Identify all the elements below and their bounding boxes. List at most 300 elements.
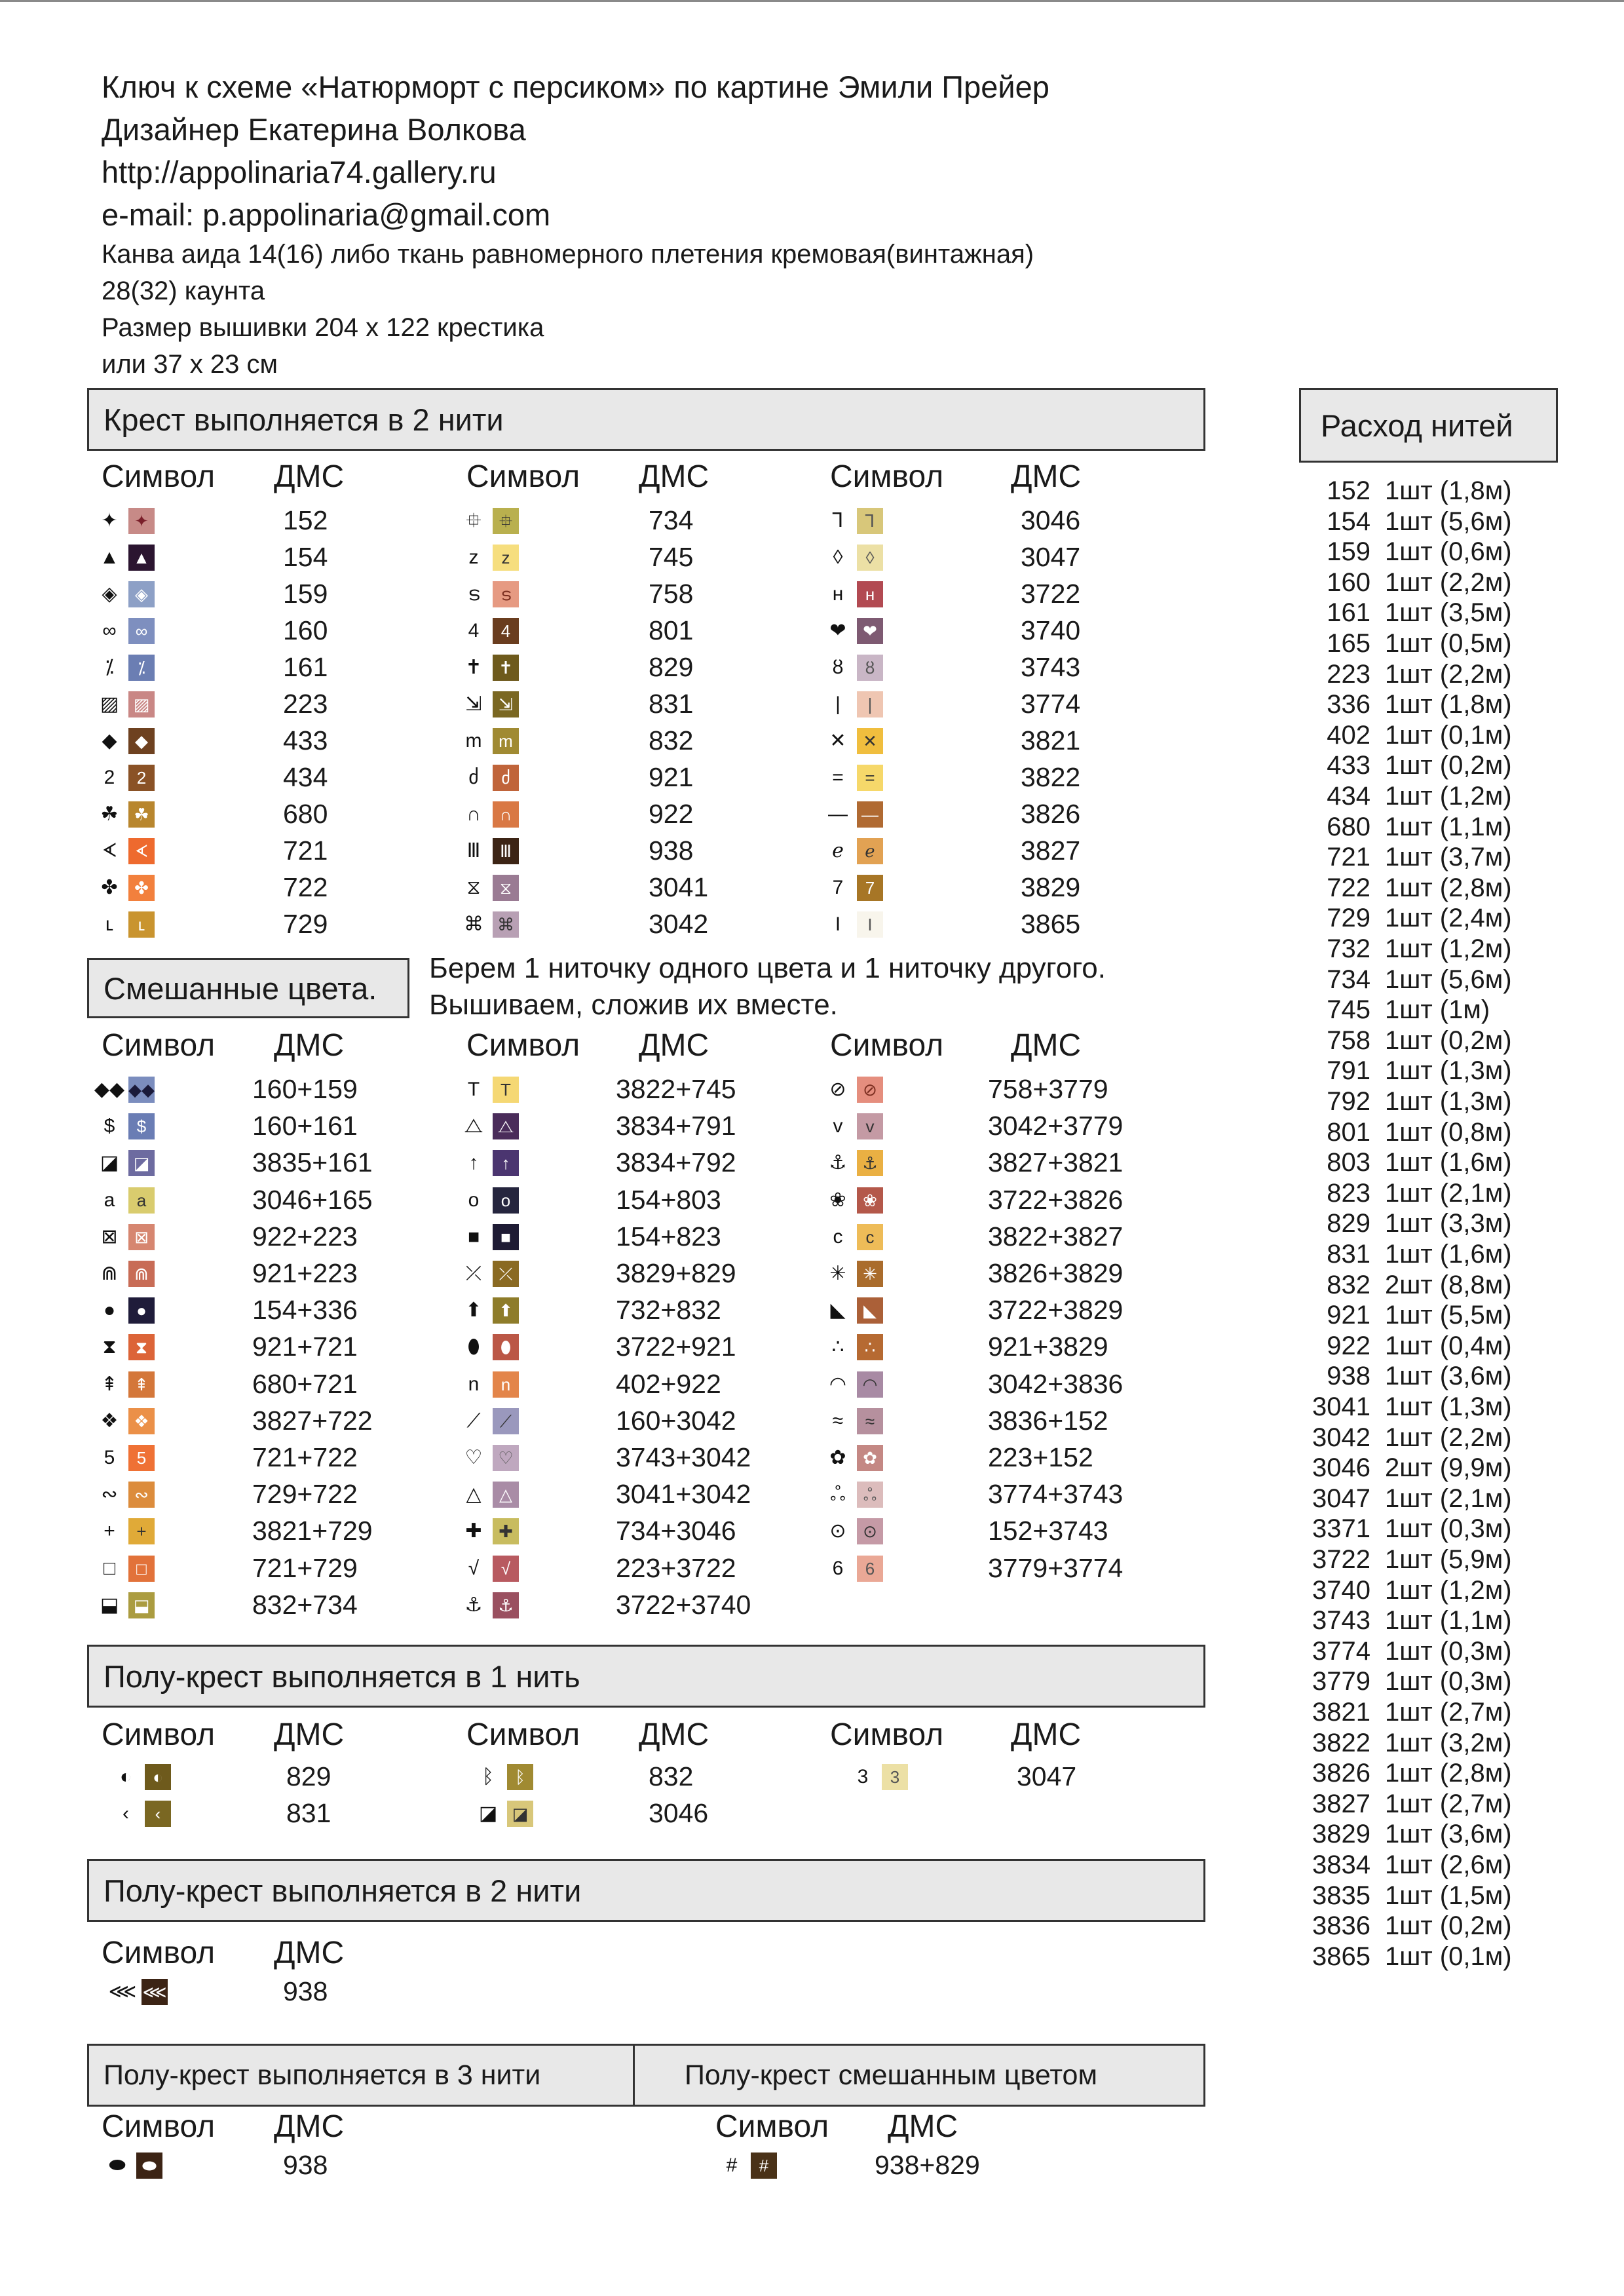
cross2-row bbox=[463, 906, 519, 943]
usage-quantity: 1шт (0,2м) bbox=[1385, 1911, 1512, 1941]
cross2-row bbox=[463, 539, 519, 576]
dmc-code: 832+734 bbox=[252, 1589, 358, 1620]
usage-quantity: 1шт (0,5м) bbox=[1385, 629, 1512, 658]
color-swatch-icon: ◊ bbox=[857, 545, 883, 571]
half-mixed-row bbox=[721, 2147, 777, 2184]
stitch-symbol-icon: н bbox=[832, 583, 844, 605]
stitch-symbol-icon: ● bbox=[103, 1299, 116, 1322]
usage-dmc-code: 801 bbox=[1327, 1117, 1370, 1147]
cross2-row bbox=[98, 906, 155, 943]
dmc-code: 734+3046 bbox=[616, 1516, 736, 1546]
usage-row bbox=[1302, 904, 1512, 933]
usage-row bbox=[1302, 873, 1512, 903]
color-swatch-icon: ⬬ bbox=[136, 2152, 162, 2179]
color-swatch-icon: ძ bbox=[493, 765, 519, 791]
stitch-symbol-icon: ⇲ bbox=[465, 693, 482, 715]
usage-row bbox=[1302, 1362, 1512, 1391]
section-half-cross-2-threads: Полу-крест выполняется в 2 нити bbox=[87, 1859, 1205, 1922]
dmc-code: 3046+165 bbox=[252, 1184, 373, 1215]
color-swatch-icon: ◣ bbox=[857, 1297, 883, 1324]
stitch-symbol-icon: ⌘ bbox=[464, 913, 483, 935]
color-swatch-icon: ⇲ bbox=[493, 691, 519, 718]
dmc-code: 3826 bbox=[1021, 799, 1081, 829]
usage-row bbox=[1302, 1179, 1512, 1208]
stitch-symbol-icon: a bbox=[104, 1189, 115, 1211]
stitch-symbol-icon: n bbox=[468, 1373, 480, 1395]
stitch-symbol-icon: ✕ bbox=[829, 730, 846, 752]
usage-dmc-code: 3834 bbox=[1312, 1850, 1370, 1879]
usage-quantity: 1шт (1,8м) bbox=[1385, 476, 1512, 505]
usage-row bbox=[1302, 1698, 1512, 1727]
mixed-row bbox=[98, 1476, 155, 1513]
color-swatch-icon: ʟ bbox=[128, 911, 155, 938]
dmc-code: 3042+3836 bbox=[988, 1368, 1124, 1399]
section-thread-usage: Расход нитей bbox=[1299, 388, 1558, 463]
dmc-code: 3774 bbox=[1021, 689, 1081, 719]
mixed-symbol-header-3: Символ bbox=[830, 1028, 944, 1063]
usage-quantity: 1шт (2,8м) bbox=[1385, 873, 1512, 902]
stitch-symbol-icon: ℯ bbox=[832, 840, 844, 862]
section-half-cross-mixed: Полу-крест смешанным цветом bbox=[633, 2044, 1205, 2107]
usage-dmc-code: 3046 bbox=[1312, 1453, 1370, 1483]
stitch-symbol-icon: ⟋ bbox=[466, 1409, 481, 1432]
mixed-dmc-header-2: ДМС bbox=[639, 1028, 709, 1063]
top-border bbox=[0, 0, 1624, 2]
cross2-row bbox=[463, 686, 519, 723]
dmc-code: 160+159 bbox=[252, 1074, 358, 1104]
half1-row bbox=[115, 1759, 171, 1795]
color-swatch-icon: ȣ bbox=[857, 655, 883, 681]
stitch-symbol-icon: ◠ bbox=[829, 1373, 847, 1395]
color-swatch-icon: m bbox=[493, 728, 519, 754]
stitch-symbol-icon: ⚓ bbox=[829, 1152, 847, 1174]
dmc-code: 3047 bbox=[1017, 1761, 1077, 1791]
dmc-code: 922+223 bbox=[252, 1221, 358, 1252]
mixed-note bbox=[429, 950, 1106, 1024]
stitch-symbol-icon: ᛒ bbox=[482, 1766, 494, 1788]
usage-quantity: 1шт (0,3м) bbox=[1385, 1514, 1512, 1544]
stitch-symbol-icon: ❤ bbox=[829, 620, 846, 641]
mixed-row bbox=[463, 1255, 519, 1292]
dmc-code: 3835+161 bbox=[252, 1147, 373, 1178]
cross2-row bbox=[827, 759, 883, 796]
dmc-code: 938+829 bbox=[875, 2150, 980, 2180]
half1-dmc-header-1: ДМС bbox=[274, 1717, 345, 1752]
dmc-code: 161 bbox=[283, 652, 328, 682]
stitch-symbol-icon: ძ bbox=[468, 767, 479, 788]
usage-row bbox=[1302, 1911, 1512, 1941]
usage-dmc-code: 3774 bbox=[1312, 1636, 1370, 1666]
usage-quantity: 1шт (1,6м) bbox=[1385, 1240, 1512, 1269]
dmc-code: 3774+3743 bbox=[988, 1479, 1124, 1510]
dmc-code: 921+721 bbox=[252, 1331, 358, 1362]
usage-dmc-code: 745 bbox=[1327, 995, 1370, 1025]
cross2-row bbox=[827, 503, 883, 539]
cross2-row bbox=[827, 723, 883, 759]
usage-row bbox=[1302, 507, 1512, 537]
dmc-code: 3740 bbox=[1021, 615, 1081, 645]
stitch-symbol-icon: ▨ bbox=[100, 693, 119, 715]
mixed-row bbox=[98, 1219, 155, 1255]
stitch-symbol-icon: 3 bbox=[857, 1766, 869, 1788]
half3-dmc-header-2: ДМС bbox=[888, 2109, 958, 2144]
color-swatch-icon: ⧖ bbox=[493, 875, 519, 901]
dmc-code: 3042 bbox=[649, 909, 709, 939]
stitch-symbol-icon: ⊘ bbox=[829, 1079, 846, 1100]
usage-dmc-code: 3822 bbox=[1312, 1728, 1370, 1757]
stitch-symbol-icon: ⧖ bbox=[466, 877, 481, 898]
dmc-code: 402+922 bbox=[616, 1368, 721, 1399]
usage-dmc-code: 832 bbox=[1327, 1270, 1370, 1299]
dmc-code: 152 bbox=[283, 505, 328, 535]
mixed-row bbox=[463, 1182, 519, 1219]
color-swatch-icon: ≈ bbox=[857, 1408, 883, 1434]
dmc-code: 3041 bbox=[649, 872, 709, 902]
cross2-row bbox=[98, 686, 155, 723]
usage-quantity: 1шт (0,2м) bbox=[1385, 751, 1512, 780]
usage-row bbox=[1302, 1637, 1512, 1666]
color-swatch-icon: ∞ bbox=[128, 618, 155, 644]
mixed-row bbox=[98, 1587, 155, 1624]
stitch-symbol-icon: ⧍ bbox=[464, 1115, 483, 1138]
color-swatch-icon: ▨ bbox=[128, 691, 155, 718]
stitch-symbol-icon: | bbox=[835, 693, 840, 715]
usage-dmc-code: 161 bbox=[1327, 598, 1370, 628]
usage-quantity: 1шт (0,8м) bbox=[1385, 1117, 1512, 1147]
email-link[interactable]: e-mail: p.appolinaria@gmail.com bbox=[102, 197, 551, 232]
dmc-code: 3821 bbox=[1021, 725, 1081, 756]
stitch-symbol-icon: ∴ bbox=[831, 1336, 844, 1358]
color-swatch-icon: ◪ bbox=[128, 1150, 155, 1176]
usage-row bbox=[1302, 934, 1512, 964]
stitch-symbol-icon: ♡ bbox=[464, 1447, 483, 1468]
usage-row bbox=[1302, 1820, 1512, 1849]
cross2-row bbox=[827, 686, 883, 723]
count-info: 28(32) каунта bbox=[102, 277, 265, 305]
cross2-row bbox=[827, 870, 883, 906]
dmc-code: 3046 bbox=[1021, 505, 1081, 535]
stitch-symbol-icon: ȣ bbox=[832, 657, 844, 678]
usage-dmc-code: 803 bbox=[1327, 1148, 1370, 1177]
color-swatch-icon: ❖ bbox=[128, 1408, 155, 1434]
usage-dmc-code: 3835 bbox=[1312, 1881, 1370, 1910]
usage-row bbox=[1302, 1514, 1512, 1544]
cross2-row bbox=[463, 613, 519, 649]
dmc-code: 3722+921 bbox=[616, 1331, 736, 1362]
stitch-symbol-icon: ◊ bbox=[833, 546, 843, 568]
color-swatch-icon: I bbox=[857, 911, 883, 938]
half1-symbol-header-1: Символ bbox=[102, 1717, 216, 1752]
cross2-row bbox=[98, 833, 155, 870]
dmc-code: 3722 bbox=[1021, 579, 1081, 609]
dmc-code: 154+823 bbox=[616, 1221, 721, 1252]
usage-dmc-code: 3821 bbox=[1312, 1698, 1370, 1727]
color-swatch-icon: △ bbox=[493, 1482, 519, 1508]
dmc-code: 3827 bbox=[1021, 835, 1081, 866]
color-swatch-icon: ⤫ bbox=[493, 1261, 519, 1287]
mixed-row bbox=[98, 1145, 155, 1181]
color-swatch-icon: ∾ bbox=[128, 1482, 155, 1508]
size-cm-info: или 37 х 23 см bbox=[102, 350, 278, 379]
stitch-symbol-icon: ∩ bbox=[466, 803, 481, 825]
dmc-code: 3041+3042 bbox=[616, 1479, 751, 1510]
usage-row bbox=[1302, 1209, 1512, 1238]
stitch-symbol-icon: + bbox=[104, 1520, 115, 1542]
dmc-code: 938 bbox=[283, 2150, 328, 2180]
stitch-symbol-icon: ஃ bbox=[830, 1483, 846, 1506]
mixed-row bbox=[827, 1513, 883, 1550]
mixed-row bbox=[827, 1292, 883, 1329]
half1-row bbox=[477, 1795, 533, 1832]
color-swatch-icon: ♡ bbox=[493, 1445, 519, 1471]
usage-quantity: 1шт (0,3м) bbox=[1385, 1667, 1512, 1696]
section-half-cross-3-threads: Полу-крест выполняется в 3 нити bbox=[87, 2044, 635, 2107]
cross2-row bbox=[98, 723, 155, 759]
color-swatch-icon: ⧗ bbox=[128, 1334, 155, 1360]
usage-dmc-code: 159 bbox=[1327, 537, 1370, 567]
color-swatch-icon: o bbox=[493, 1187, 519, 1214]
usage-quantity: 1шт (1,2м) bbox=[1385, 934, 1512, 963]
half1-symbol-header-3: Символ bbox=[830, 1717, 944, 1752]
stitch-symbol-icon: Ⅲ bbox=[466, 840, 481, 862]
half2-symbol-header-1: Символ bbox=[102, 1936, 216, 1970]
stitch-symbol-icon: 6 bbox=[832, 1557, 844, 1579]
dmc-code: 745 bbox=[649, 542, 694, 572]
mixed-row bbox=[827, 1440, 883, 1476]
color-swatch-icon: ✳ bbox=[857, 1261, 883, 1287]
usage-quantity: 1шт (5,6м) bbox=[1385, 965, 1512, 994]
stitch-symbol-icon: ✤ bbox=[101, 877, 118, 898]
usage-row bbox=[1302, 1026, 1512, 1056]
usage-row bbox=[1302, 1729, 1512, 1758]
usage-quantity: 2шт (8,8м) bbox=[1385, 1270, 1512, 1299]
usage-dmc-code: 732 bbox=[1327, 934, 1370, 963]
stitch-symbol-icon: ◆ bbox=[102, 730, 117, 752]
usage-quantity: 1шт (2,7м) bbox=[1385, 1698, 1512, 1727]
stitch-symbol-icon: ∞ bbox=[102, 620, 117, 641]
mixed-dmc-header-1: ДМС bbox=[274, 1028, 345, 1063]
dmc-code: 3827+3821 bbox=[988, 1147, 1124, 1178]
color-swatch-icon: | bbox=[857, 691, 883, 718]
usage-quantity: 1шт (1,6м) bbox=[1385, 1148, 1512, 1177]
cross2-row bbox=[827, 906, 883, 943]
mixed-row bbox=[98, 1550, 155, 1587]
usage-dmc-code: 921 bbox=[1327, 1301, 1370, 1330]
usage-quantity: 1шт (5,5м) bbox=[1385, 1301, 1512, 1330]
usage-dmc-code: 831 bbox=[1327, 1240, 1370, 1269]
usage-dmc-code: 922 bbox=[1327, 1331, 1370, 1360]
color-swatch-icon: ⋘ bbox=[142, 1979, 168, 2005]
stitch-symbol-icon: ⊙ bbox=[829, 1520, 846, 1542]
color-swatch-icon: Ⅲ bbox=[493, 838, 519, 864]
usage-quantity: 1шт (3,2м) bbox=[1385, 1728, 1512, 1757]
mixed-row bbox=[827, 1403, 883, 1440]
color-swatch-icon: 4 bbox=[493, 618, 519, 644]
stitch-symbol-icon: ⚓ bbox=[464, 1594, 483, 1616]
color-swatch-icon: ❀ bbox=[857, 1187, 883, 1214]
usage-row bbox=[1302, 965, 1512, 995]
color-swatch-icon: н bbox=[857, 581, 883, 607]
usage-dmc-code: 3041 bbox=[1312, 1392, 1370, 1421]
usage-row bbox=[1302, 598, 1512, 628]
usage-dmc-code: 3779 bbox=[1312, 1667, 1370, 1696]
half2-row bbox=[108, 1974, 168, 2010]
dmc-code: 921+3829 bbox=[988, 1331, 1108, 1362]
mixed-row bbox=[98, 1329, 155, 1366]
usage-quantity: 1шт (2,2м) bbox=[1385, 659, 1512, 689]
cross2-row bbox=[463, 649, 519, 686]
mixed-row bbox=[98, 1292, 155, 1329]
usage-quantity: 1шт (0,3м) bbox=[1385, 1636, 1512, 1666]
usage-dmc-code: 3865 bbox=[1312, 1942, 1370, 1971]
color-swatch-icon: ✤ bbox=[128, 875, 155, 901]
usage-quantity: 1шт (1,5м) bbox=[1385, 1881, 1512, 1910]
mixed-row bbox=[98, 1440, 155, 1476]
usage-row bbox=[1302, 568, 1512, 598]
stitch-symbol-icon: Ꞁ bbox=[832, 510, 844, 531]
color-swatch-icon: ⯐ bbox=[493, 508, 519, 534]
dmc-code: 921+223 bbox=[252, 1258, 358, 1288]
color-swatch-icon: n bbox=[493, 1371, 519, 1398]
stitch-symbol-icon: ⬬ bbox=[109, 2154, 126, 2176]
stitch-symbol-icon: = bbox=[832, 767, 844, 788]
dmc-code: 3826+3829 bbox=[988, 1258, 1124, 1288]
cross2-symbol-header-1: Символ bbox=[102, 459, 216, 494]
mixed-row bbox=[98, 1366, 155, 1403]
stitch-symbol-icon: ✿ bbox=[829, 1447, 846, 1468]
stitch-symbol-icon: z bbox=[468, 546, 479, 568]
usage-row bbox=[1302, 813, 1512, 842]
dmc-code: 3834+792 bbox=[616, 1147, 736, 1178]
usage-row bbox=[1302, 1148, 1512, 1177]
color-swatch-icon: = bbox=[857, 765, 883, 791]
usage-dmc-code: 758 bbox=[1327, 1025, 1370, 1055]
stitch-symbol-icon: ◣ bbox=[830, 1299, 846, 1322]
color-swatch-icon: ∴ bbox=[857, 1334, 883, 1360]
mixed-row bbox=[827, 1329, 883, 1366]
usage-row bbox=[1302, 782, 1512, 811]
usage-quantity: 1шт (3,5м) bbox=[1385, 598, 1512, 628]
stitch-symbol-icon: o bbox=[468, 1189, 480, 1211]
usage-quantity: 1шт (2,8м) bbox=[1385, 1759, 1512, 1788]
dmc-code: 938 bbox=[283, 1976, 328, 2006]
dmc-code: 160+3042 bbox=[616, 1405, 736, 1436]
usage-row bbox=[1302, 1240, 1512, 1269]
dmc-code: 3822+745 bbox=[616, 1074, 736, 1104]
stitch-symbol-icon: ≈ bbox=[832, 1409, 844, 1432]
mixed-row bbox=[827, 1145, 883, 1181]
color-swatch-icon: ☘ bbox=[128, 801, 155, 828]
half1-symbol-header-2: Символ bbox=[466, 1717, 580, 1752]
dmc-code: 3829+829 bbox=[616, 1258, 736, 1288]
stitch-symbol-icon: ◆◆ bbox=[94, 1079, 125, 1100]
mixed-row bbox=[463, 1587, 519, 1624]
dmc-code: 152+3743 bbox=[988, 1516, 1108, 1546]
cross2-row bbox=[463, 833, 519, 870]
usage-dmc-code: 3826 bbox=[1312, 1759, 1370, 1788]
color-swatch-icon: ⚓ bbox=[493, 1592, 519, 1618]
mixed-symbol-header-1: Символ bbox=[102, 1028, 216, 1063]
cross2-row bbox=[463, 796, 519, 833]
usage-quantity: 1шт (2,2м) bbox=[1385, 1423, 1512, 1452]
usage-quantity: 1шт (1,3м) bbox=[1385, 1087, 1512, 1116]
usage-row bbox=[1302, 1301, 1512, 1330]
stitch-symbol-icon: — bbox=[828, 803, 848, 825]
dmc-code: 729 bbox=[283, 909, 328, 939]
half1-row bbox=[852, 1759, 908, 1795]
mixed-row bbox=[827, 1219, 883, 1255]
usage-row bbox=[1302, 1423, 1512, 1453]
cross2-dmc-header-3: ДМС bbox=[1011, 459, 1082, 494]
usage-row bbox=[1302, 1545, 1512, 1575]
usage-dmc-code: 154 bbox=[1327, 507, 1370, 536]
usage-quantity: 1шт (1,3м) bbox=[1385, 1056, 1512, 1086]
mixed-row bbox=[463, 1476, 519, 1513]
usage-dmc-code: 721 bbox=[1327, 843, 1370, 872]
usage-row bbox=[1302, 629, 1512, 659]
color-swatch-icon: ⬆ bbox=[493, 1297, 519, 1324]
usage-quantity: 1шт (3,6м) bbox=[1385, 1820, 1512, 1849]
usage-row bbox=[1302, 1881, 1512, 1911]
usage-quantity: 1шт (3,6м) bbox=[1385, 1362, 1512, 1391]
half1-row bbox=[477, 1759, 533, 1795]
usage-quantity: 1шт (1,2м) bbox=[1385, 1575, 1512, 1605]
usage-row bbox=[1302, 1087, 1512, 1117]
mixed-row bbox=[827, 1255, 883, 1292]
cross2-row bbox=[463, 576, 519, 613]
usage-dmc-code: 3836 bbox=[1312, 1911, 1370, 1941]
usage-row bbox=[1302, 1056, 1512, 1086]
color-swatch-icon: ✚ bbox=[493, 1518, 519, 1544]
dmc-code: 832 bbox=[649, 725, 694, 756]
usage-quantity: 1шт (5,9м) bbox=[1385, 1545, 1512, 1574]
dmc-code: 3743+3042 bbox=[616, 1442, 751, 1472]
usage-quantity: 1шт (1,1м) bbox=[1385, 812, 1512, 841]
dmc-code: 729+722 bbox=[252, 1479, 358, 1510]
dmc-code: 154+803 bbox=[616, 1184, 721, 1215]
website-link[interactable]: http://appolinaria74.gallery.ru bbox=[102, 155, 497, 189]
usage-dmc-code: 680 bbox=[1327, 812, 1370, 841]
cross2-row bbox=[827, 539, 883, 576]
color-swatch-icon: c bbox=[857, 1224, 883, 1250]
dmc-code: 223 bbox=[283, 689, 328, 719]
color-swatch-icon: ⁒ bbox=[128, 655, 155, 681]
stitch-symbol-icon: ■ bbox=[467, 1225, 480, 1248]
cross2-row bbox=[463, 503, 519, 539]
color-swatch-icon: ◐ bbox=[145, 1764, 171, 1790]
stitch-symbol-icon: c bbox=[833, 1225, 843, 1248]
usage-quantity: 1шт (1,8м) bbox=[1385, 690, 1512, 719]
usage-row bbox=[1302, 1942, 1512, 1972]
mixed-row bbox=[98, 1108, 155, 1145]
color-swatch-icon: ◪ bbox=[507, 1801, 533, 1827]
stitch-symbol-icon: ❀ bbox=[829, 1189, 846, 1211]
cross2-dmc-header-1: ДМС bbox=[274, 459, 345, 494]
half3-symbol-header-2: Символ bbox=[715, 2109, 829, 2144]
stitch-symbol-icon: ⁒ bbox=[105, 657, 114, 678]
cross2-row bbox=[463, 723, 519, 759]
dmc-code: 3822+3827 bbox=[988, 1221, 1124, 1252]
mixed-row bbox=[94, 1071, 155, 1108]
stitch-symbol-icon: ✚ bbox=[465, 1520, 482, 1542]
color-swatch-icon: ⬓ bbox=[128, 1592, 155, 1618]
stitch-symbol-icon: ⯐ bbox=[466, 510, 482, 531]
section-half-cross-1-thread: Полу-крест выполняется в 1 нить bbox=[87, 1645, 1205, 1708]
dmc-code: 721 bbox=[283, 835, 328, 866]
mixed-row bbox=[98, 1403, 155, 1440]
usage-row bbox=[1302, 1484, 1512, 1514]
stitch-symbol-icon: ⊠ bbox=[101, 1225, 118, 1248]
